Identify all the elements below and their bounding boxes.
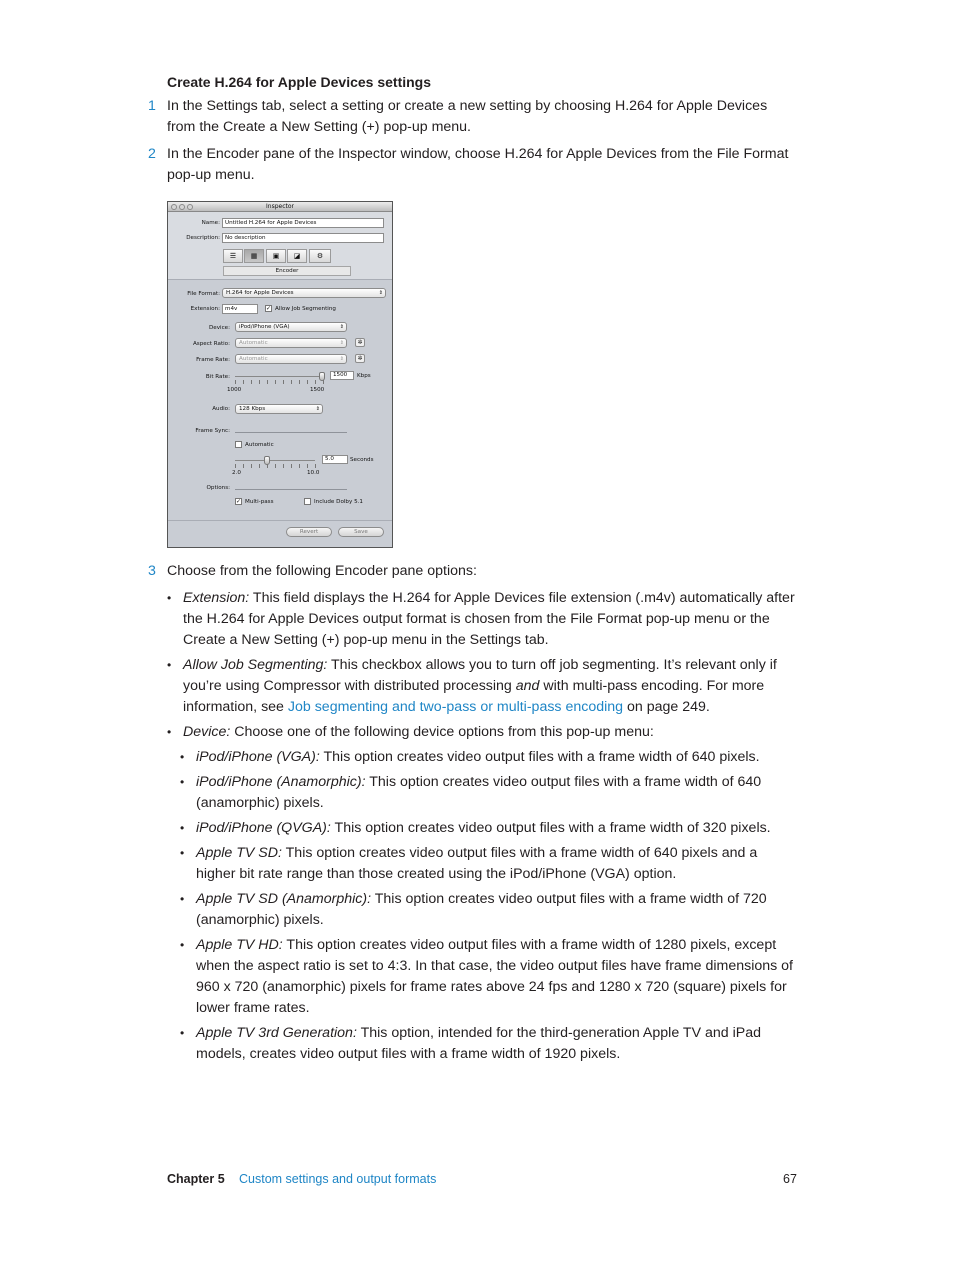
page-number: 67 [783,1172,797,1186]
frame-sync-max-label: 10.0 [307,470,320,476]
options-label: Options: [206,485,230,491]
bit-rate-track [235,376,323,377]
footer-separator [168,520,392,521]
step-number: 2 [148,146,156,162]
device-label: Device: [208,325,230,331]
frame-rate-label: Frame Rate: [196,357,230,363]
step-text: Choose from the following Encoder pane options: [167,563,477,579]
geometry-tab[interactable] [309,249,331,263]
bit-rate-min-label: 1000 [227,387,242,393]
frame-sync-automatic-label: Automatic [245,442,274,448]
frame-sync-slider-knob[interactable] [264,456,270,465]
include-dolby-label: Include Dolby 5.1 [314,499,363,505]
aspect-ratio-label: Aspect Ratio: [192,341,230,347]
device-term: Apple TV 3rd Generation: [196,1025,357,1041]
device-term: Apple TV SD (Anamorphic): [196,891,372,907]
step-1 [148,96,798,138]
encoder-icon: ▦ [250,252,258,260]
device-option [180,747,799,768]
multipass-label: Multi-pass [245,499,274,505]
multipass-checkbox[interactable]: ✓ [236,498,242,505]
zoom-window-icon[interactable] [187,204,193,210]
frame-sync-automatic-checkbox[interactable] [235,441,242,448]
device-option [180,935,799,1019]
step-2 [148,144,798,186]
device-option [180,889,799,931]
step-3 [148,561,798,582]
device-term: iPod/iPhone (VGA): [196,749,320,765]
option-extension [167,588,799,651]
file-format-label: File Format: [187,291,220,297]
device-description: This option creates video output files with a frame width of 640 pixels. [319,749,760,765]
inspector-titlebar [168,202,392,212]
inspector-window [167,201,393,548]
option-term: Allow Job Segmenting: [183,657,328,673]
device-term: iPod/iPhone (Anamorphic): [196,774,366,790]
bit-rate-max-label: 1500 [310,387,325,393]
frame-sync-separator [235,432,347,433]
option-description: This checkbox allows you to turn off job segmenting. It’s relevant only if you’re using Compressor with distributed processing [183,657,777,694]
bit-rate-slider-knob[interactable] [319,372,325,381]
file-format-popup[interactable]: H.264 for Apple Devices ⇕ [222,288,386,298]
frame-rate-settings-icon[interactable]: ✲ [355,354,365,363]
bit-rate-ticks [235,380,324,384]
frame-sync-track [235,460,315,461]
allow-job-segmenting-label: Allow Job Segmenting [275,306,336,312]
allow-job-segmenting-checkbox[interactable]: ✓ [266,305,272,312]
device-term: iPod/iPhone (QVGA): [196,820,331,836]
device-term: Apple TV SD: [196,845,282,861]
bit-rate-unit: Kbps [357,373,371,379]
bit-rate-field[interactable]: 1500 [330,371,354,380]
summary-tab[interactable] [223,249,243,263]
include-dolby-checkbox[interactable] [304,498,311,505]
frame-controls-icon: ▣ [272,252,280,260]
step-number: 3 [148,563,156,579]
device-description: This option creates video output files with a frame width of 640 pixels and a higher bit rate range than those created using the iPod/iPhone (VGA) option. [196,845,758,882]
save-button[interactable]: Save [338,527,384,537]
minimize-window-icon[interactable] [179,204,185,210]
revert-button[interactable]: Revert [286,527,332,537]
footer-chapter: Chapter 5 [167,1172,225,1186]
device-description: This option creates video output files with a frame width of 720 (anamorphic) pixels. [196,891,767,928]
close-window-icon[interactable] [171,204,177,210]
step-text: In the Encoder pane of the Inspector window, choose H.264 for Apple Devices from the File Format pop-up menu. [167,146,789,183]
description-label: Description: [186,235,220,241]
options-separator [235,489,347,490]
device-description: This option creates video output files with a frame width of 320 pixels. [330,820,771,836]
frame-sync-unit: Seconds [350,457,374,463]
frame-sync-ticks [235,464,316,468]
bit-rate-label: Bit Rate: [205,374,230,380]
extension-field[interactable]: m4v [222,304,258,314]
audio-label: Audio: [212,406,230,412]
option-description: Choose one of the following device options from this pop-up menu: [230,724,654,740]
encoder-options-list [167,588,799,1069]
device-option [180,772,799,814]
frame-sync-field[interactable]: 5.0 [322,455,348,464]
option-term: Device: [183,724,231,740]
filters-icon: ◪ [293,252,301,260]
option-description: This field displays the H.264 for Apple Devices file extension (.m4v) automatically after the H.264 for Apple Devices output format is chosen from the File Format pop-up menu or the Create a New Setting (+) pop-up menu in the Settings tab. [183,590,795,648]
option-description: with multi-pass encoding. For more information, see [183,678,765,715]
geometry-icon: ⚙ [316,252,324,260]
device-description: This option creates video output files with a frame width of 640 (anamorphic) pixels. [196,774,762,811]
footer-chapter-title[interactable]: Custom settings and output formats [239,1172,437,1186]
frame-controls-tab[interactable] [266,249,286,263]
frame-sync-label: Frame Sync: [195,428,230,434]
option-term: Extension: [183,590,250,606]
option-device [167,722,799,743]
encoder-pane-label: Encoder [223,266,351,276]
device-option [180,843,799,885]
step-text: In the Settings tab, select a setting or create a new setting by choosing H.264 for Apple Devices from the Create a New Setting (+) pop-up menu. [167,98,768,135]
option-allow-job-segmenting [167,655,799,718]
step-number: 1 [148,98,156,114]
job-segmenting-link[interactable]: Job segmenting and two-pass or multi-pass encoding [287,699,624,715]
name-label: Name: [201,220,220,226]
encoder-tab[interactable] [244,249,264,263]
name-field[interactable]: Untitled H.264 for Apple Devices [222,218,384,228]
section-heading: Create H.264 for Apple Devices settings [167,74,432,90]
device-option [180,1023,799,1065]
aspect-ratio-popup[interactable]: Automatic ⇕ [235,338,347,348]
frame-rate-popup[interactable]: Automatic ⇕ [235,354,347,364]
device-term: Apple TV HD: [196,937,283,953]
inspector-title: Inspector [266,203,294,210]
device-description: This option, intended for the third-generation Apple TV and iPad models, creates video output files with a frame width of 1920 pixels. [196,1025,761,1062]
emphasis-and: and [515,678,540,694]
aspect-ratio-settings-icon[interactable]: ✲ [355,338,365,347]
summary-icon: ☰ [229,252,237,260]
extension-label: Extension: [190,306,220,312]
device-description: This option creates video output files with a frame width of 1280 pixels, except when the aspect ratio is set to 4:3. In that case, the video output files have frame dimensions of 960 x 720 (anamorphic) pixels for frame rates above 24 fps and 1280 x 720 (square) pixels for lower frame rates. [196,937,794,1016]
audio-popup[interactable]: 128 Kbps ⇕ [235,404,323,414]
option-description: on page 249. [623,699,710,715]
description-field[interactable]: No description [222,233,384,243]
device-option [180,818,799,839]
filters-tab[interactable] [287,249,307,263]
frame-sync-min-label: 2.0 [232,470,241,476]
device-popup[interactable]: iPod/iPhone (VGA) ⇕ [235,322,347,332]
